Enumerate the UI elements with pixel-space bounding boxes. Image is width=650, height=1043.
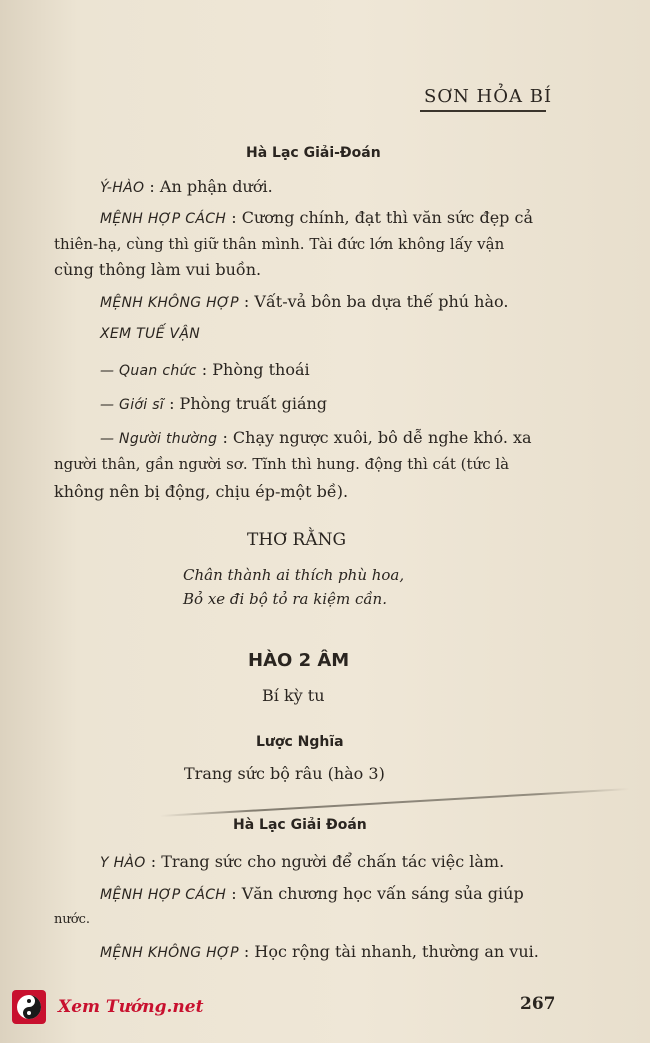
menh-hop-line-2: thiên-hạ, cùng thì giữ thân mình. Tài đức lớn không lấy vận [54, 235, 505, 253]
menh-hop-line-2-1 [100, 884, 524, 903]
page-fold-line [160, 788, 629, 817]
menh-khong-text: : Vất-vả bôn ba dựa thế phú hào. [243, 292, 509, 311]
gioi-si-label: — Giới sĩ [100, 397, 164, 413]
y-hao-line-2 [100, 852, 504, 871]
poem-line-1: Chân thành ai thích phù hoa, [183, 566, 405, 584]
menh-hop-line-1 [100, 208, 533, 227]
y-hao-line [100, 177, 273, 196]
nguoi-thuong-line-2: người thân, gần người sơ. Tĩnh thì hung. động thì cát (tức là [54, 455, 510, 473]
hao-2-subtitle: Bí kỳ tu [262, 686, 325, 705]
menh-hop-label-2: MỆNH HỢP CÁCH [100, 887, 227, 903]
menh-khong-text-2: : Học rộng tài nhanh, thường an vui. [243, 942, 539, 961]
hao-2-heading: HÀO 2 ÂM [248, 650, 350, 671]
menh-khong-line-2 [100, 942, 539, 961]
section-heading-2: Hà Lạc Giải Đoán [233, 817, 367, 833]
gioi-si-line [100, 394, 327, 413]
poem-heading: THƠ RẰNG [247, 530, 347, 550]
luoc-nghia-text: Trang sức bộ râu (hào 3) [184, 764, 385, 783]
poem-line-2: Bỏ xe đi bộ tỏ ra kiệm cần. [183, 590, 387, 608]
nguoi-thuong-label: — Người thường [100, 431, 218, 447]
quan-chuc-text: : Phòng thoái [201, 360, 310, 379]
menh-hop-text-2-1: : Văn chương học vấn sáng sủa giúp [231, 884, 524, 903]
nguoi-thuong-line-3: không nên bị động, chịu ép-một bề). [54, 482, 349, 501]
menh-hop-line-2-2: nước. [54, 912, 90, 927]
xem-tue-van: XEM TUẾ VẬN [100, 326, 200, 342]
quan-chuc-label: — Quan chức [100, 363, 197, 379]
menh-khong-line [100, 292, 508, 311]
menh-hop-label: MỆNH HỢP CÁCH [100, 211, 227, 227]
nguoi-thuong-line-1 [100, 428, 532, 447]
nguoi-thuong-text-1: : Chạy ngược xuôi, bô dễ nghe khó. xa [222, 428, 532, 447]
luoc-nghia-heading: Lược Nghĩa [256, 734, 344, 750]
watermark-text: Xem Tướng.net [58, 997, 204, 1017]
menh-khong-label-2: MỆNH KHÔNG HỢP [100, 945, 239, 961]
page-number: 267 [520, 994, 556, 1014]
y-hao-text-2: : Trang sức cho người để chấn tác việc làm. [150, 852, 505, 871]
menh-hop-line-3: cùng thông làm vui buồn. [54, 260, 262, 279]
yin-yang-icon [12, 990, 46, 1024]
header-rule [420, 110, 546, 112]
section-heading: Hà Lạc Giải-Đoán [246, 145, 381, 161]
running-title: SƠN HỎA BÍ [424, 86, 553, 107]
gioi-si-text: : Phòng truất giáng [169, 394, 328, 413]
y-hao-label: Ý-HÀO [100, 180, 145, 196]
quan-chuc-line [100, 360, 310, 379]
y-hao-text: : An phận dưới. [149, 177, 273, 196]
menh-khong-label: MỆNH KHÔNG HỢP [100, 295, 239, 311]
y-hao-label-2: Y HÀO [100, 855, 146, 871]
menh-hop-text-1: : Cương chính, đạt thì văn sức đẹp cả [231, 208, 533, 227]
